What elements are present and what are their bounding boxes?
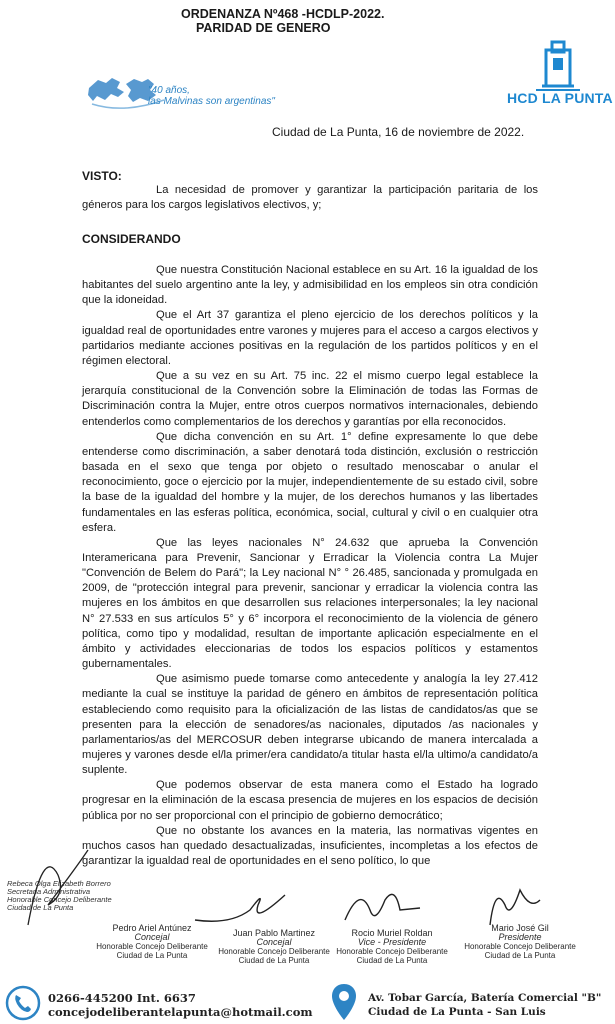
slogan-line-1: "40 años, xyxy=(148,85,190,96)
stamp-line: Honorable Concejo Deliberante xyxy=(7,895,112,904)
stamp-line: Rebeca Olga Elizabeth Borrero xyxy=(7,879,111,888)
visto-text: La necesidad de promover y garantizar la participación paritaria de los géneros para los cargos legislativos electivos, y; xyxy=(82,184,538,212)
signer-role: Concejal xyxy=(256,937,292,947)
stamp-line: Ciudad de La Punta xyxy=(7,903,74,912)
footer-address-line-2: Ciudad de La Punta - San Luis xyxy=(368,1006,546,1018)
considerando-paragraph: Que a su vez en su Art. 75 inc. 22 el mismo cuerpo legal establece la jerarquía constitucional de la Convención sobre la Eliminación de todas las Formas de Discriminación contra la Mujer, entre otros cuerpos normativos internacionales, debiendo entenderlos como complementarios de los derechos y garantías por ella reconocidos. xyxy=(82,370,538,428)
signature-block xyxy=(214,929,334,965)
signer-city: Ciudad de La Punta xyxy=(484,951,556,960)
considerando-section xyxy=(82,263,538,869)
signer-name: Juan Pablo Martinez xyxy=(232,928,316,938)
signature-block xyxy=(92,924,212,960)
signer-role: Concejal xyxy=(134,932,170,942)
footer-address xyxy=(368,991,601,1019)
location-pin-icon xyxy=(330,982,358,1022)
signer-city: Ciudad de La Punta xyxy=(116,951,188,960)
visto-section xyxy=(82,183,538,213)
considerando-paragraph: Que dicha convención en su Art. 1° define expresamente lo que debe entenderse como discriminación, a saber denotará toda distinción, exclusión o restricción basada en el sexo que tenga por objeto o resultado menoscabar o anular el reconocimiento, goce o ejercicio por la mujer, independientemente de su estado civil, sobre la base de la igualdad del hombre y la mujer, de los derechos humanos y las libertades fundamentales en las esferas política, económica, social, cultural y civil o en cualquier otra esfera. xyxy=(82,430,538,534)
logo-text: HCD LA PUNTA xyxy=(507,90,613,106)
signer-org: Honorable Concejo Deliberante xyxy=(96,942,208,951)
phone-icon xyxy=(4,984,42,1022)
signer-city: Ciudad de La Punta xyxy=(238,956,310,965)
signature-scribble xyxy=(340,880,430,930)
considerando-heading: CONSIDERANDO xyxy=(82,232,181,246)
signer-org: Honorable Concejo Deliberante xyxy=(464,942,576,951)
slogan-line-2: las Malvinas son argentinas" xyxy=(148,96,275,107)
footer-phone: 0266-445200 Int. 6637 xyxy=(48,991,196,1005)
signer-name: Mario José Gil xyxy=(491,923,549,933)
signature-block xyxy=(332,929,452,965)
slogan xyxy=(148,85,275,107)
signer-org: Honorable Concejo Deliberante xyxy=(336,947,448,956)
considerando-paragraph: Que podemos observar de esta manera como el Estado ha logrado progresar en la eliminación de la escasa presencia de mujeres en los espacios de decisión pública por no ser proporcional con el principio de gobierno democrático; xyxy=(82,779,538,822)
secretary-signature-scribble xyxy=(18,835,98,935)
considerando-paragraph: Que nuestra Constitución Nacional establece en su Art. 16 la igualdad de los habitantes del suelo argentino ante la ley, y admisibilidad en los empleos sin otra condición que la idoneidad. xyxy=(82,264,538,307)
visto-heading: VISTO: xyxy=(82,169,122,183)
considerando-paragraph: Que no obstante los avances en la materia, las normativas vigentes en muchos casos han quedado desactualizadas, insuficientes, incompletas a los efectos de garantizar la igualdad real de oportunidades en el seno político, lo que xyxy=(82,824,538,868)
footer-address-line-1: Av. Tobar García, Batería Comercial "B" xyxy=(368,992,602,1004)
signer-name: Rocio Muriel Roldan xyxy=(351,928,433,938)
signer-role: Vice - Presidente xyxy=(357,937,427,947)
footer-contact xyxy=(48,991,313,1019)
signer-city: Ciudad de La Punta xyxy=(356,956,428,965)
footer-email: concejodeliberantelapunta@hotmail.com xyxy=(48,1005,313,1019)
stamp-line: Secretaria Administrativa xyxy=(7,887,91,896)
document-title: ORDENANZA Nº468 -HCDLP-2022. xyxy=(181,7,385,21)
document-subtitle: PARIDAD DE GENERO xyxy=(196,21,331,35)
signer-name: Pedro Ariel Antúnez xyxy=(112,923,192,933)
considerando-paragraph: Que el Art 37 garantiza el pleno ejercicio de los derechos políticos y la igualdad real de oportunidades entre varones y mujeres para el acceso a cargos electivos y partidarios mediante acciones positivas en la regulación de los partidos políticos y en el régimen electoral. xyxy=(82,309,538,367)
considerando-paragraph: Que las leyes nacionales N° 24.632 que aprueba la Convención Interamericana para Prevenir, Sancionar y Erradicar la Violencia contra La Mujer "Convención de Belem do Pará"; la Ley nacional N° ° 26.485, sancionada y promulgada en 2009, de "protección integral para prevenir, sancionar y erradicar la violencia contra las mujeres en los ámbitos en que desarrollen sus relaciones interpersonales; la ley nacional N° 27.533 en sus artículos 5° y 6° incorpora el reconocimiento de la violencia de género política, como tipo y modalidad, resultan de importante aplicación especialmente en el ámbito y actividades eleccionarias de todos los espacios políticos y estamentos gubernamentales. xyxy=(82,536,538,671)
signer-org: Honorable Concejo Deliberante xyxy=(218,947,330,956)
signature-block xyxy=(460,924,580,960)
document-date: Ciudad de La Punta, 16 de noviembre de 2022. xyxy=(272,125,525,139)
signer-role: Presidente xyxy=(498,932,542,942)
considerando-paragraph: Que asimismo puede tomarse como antecedente y analogía la ley 27.412 mediante la cual se instituye la paridad de género en ámbitos de representación política estableciendo como requisito para la oficialización de las listas de candidatos/as que se presenten para la elección de senadores/as nacionales, diputados /as nacionales y parlamentarios/as del MERCOSUR deben integrarse ubicando de manera intercalada a mujeres y varones desde el/la primer/era candidato/a titular hasta el/la ultimo/a candidato/a suplente. xyxy=(82,673,538,777)
